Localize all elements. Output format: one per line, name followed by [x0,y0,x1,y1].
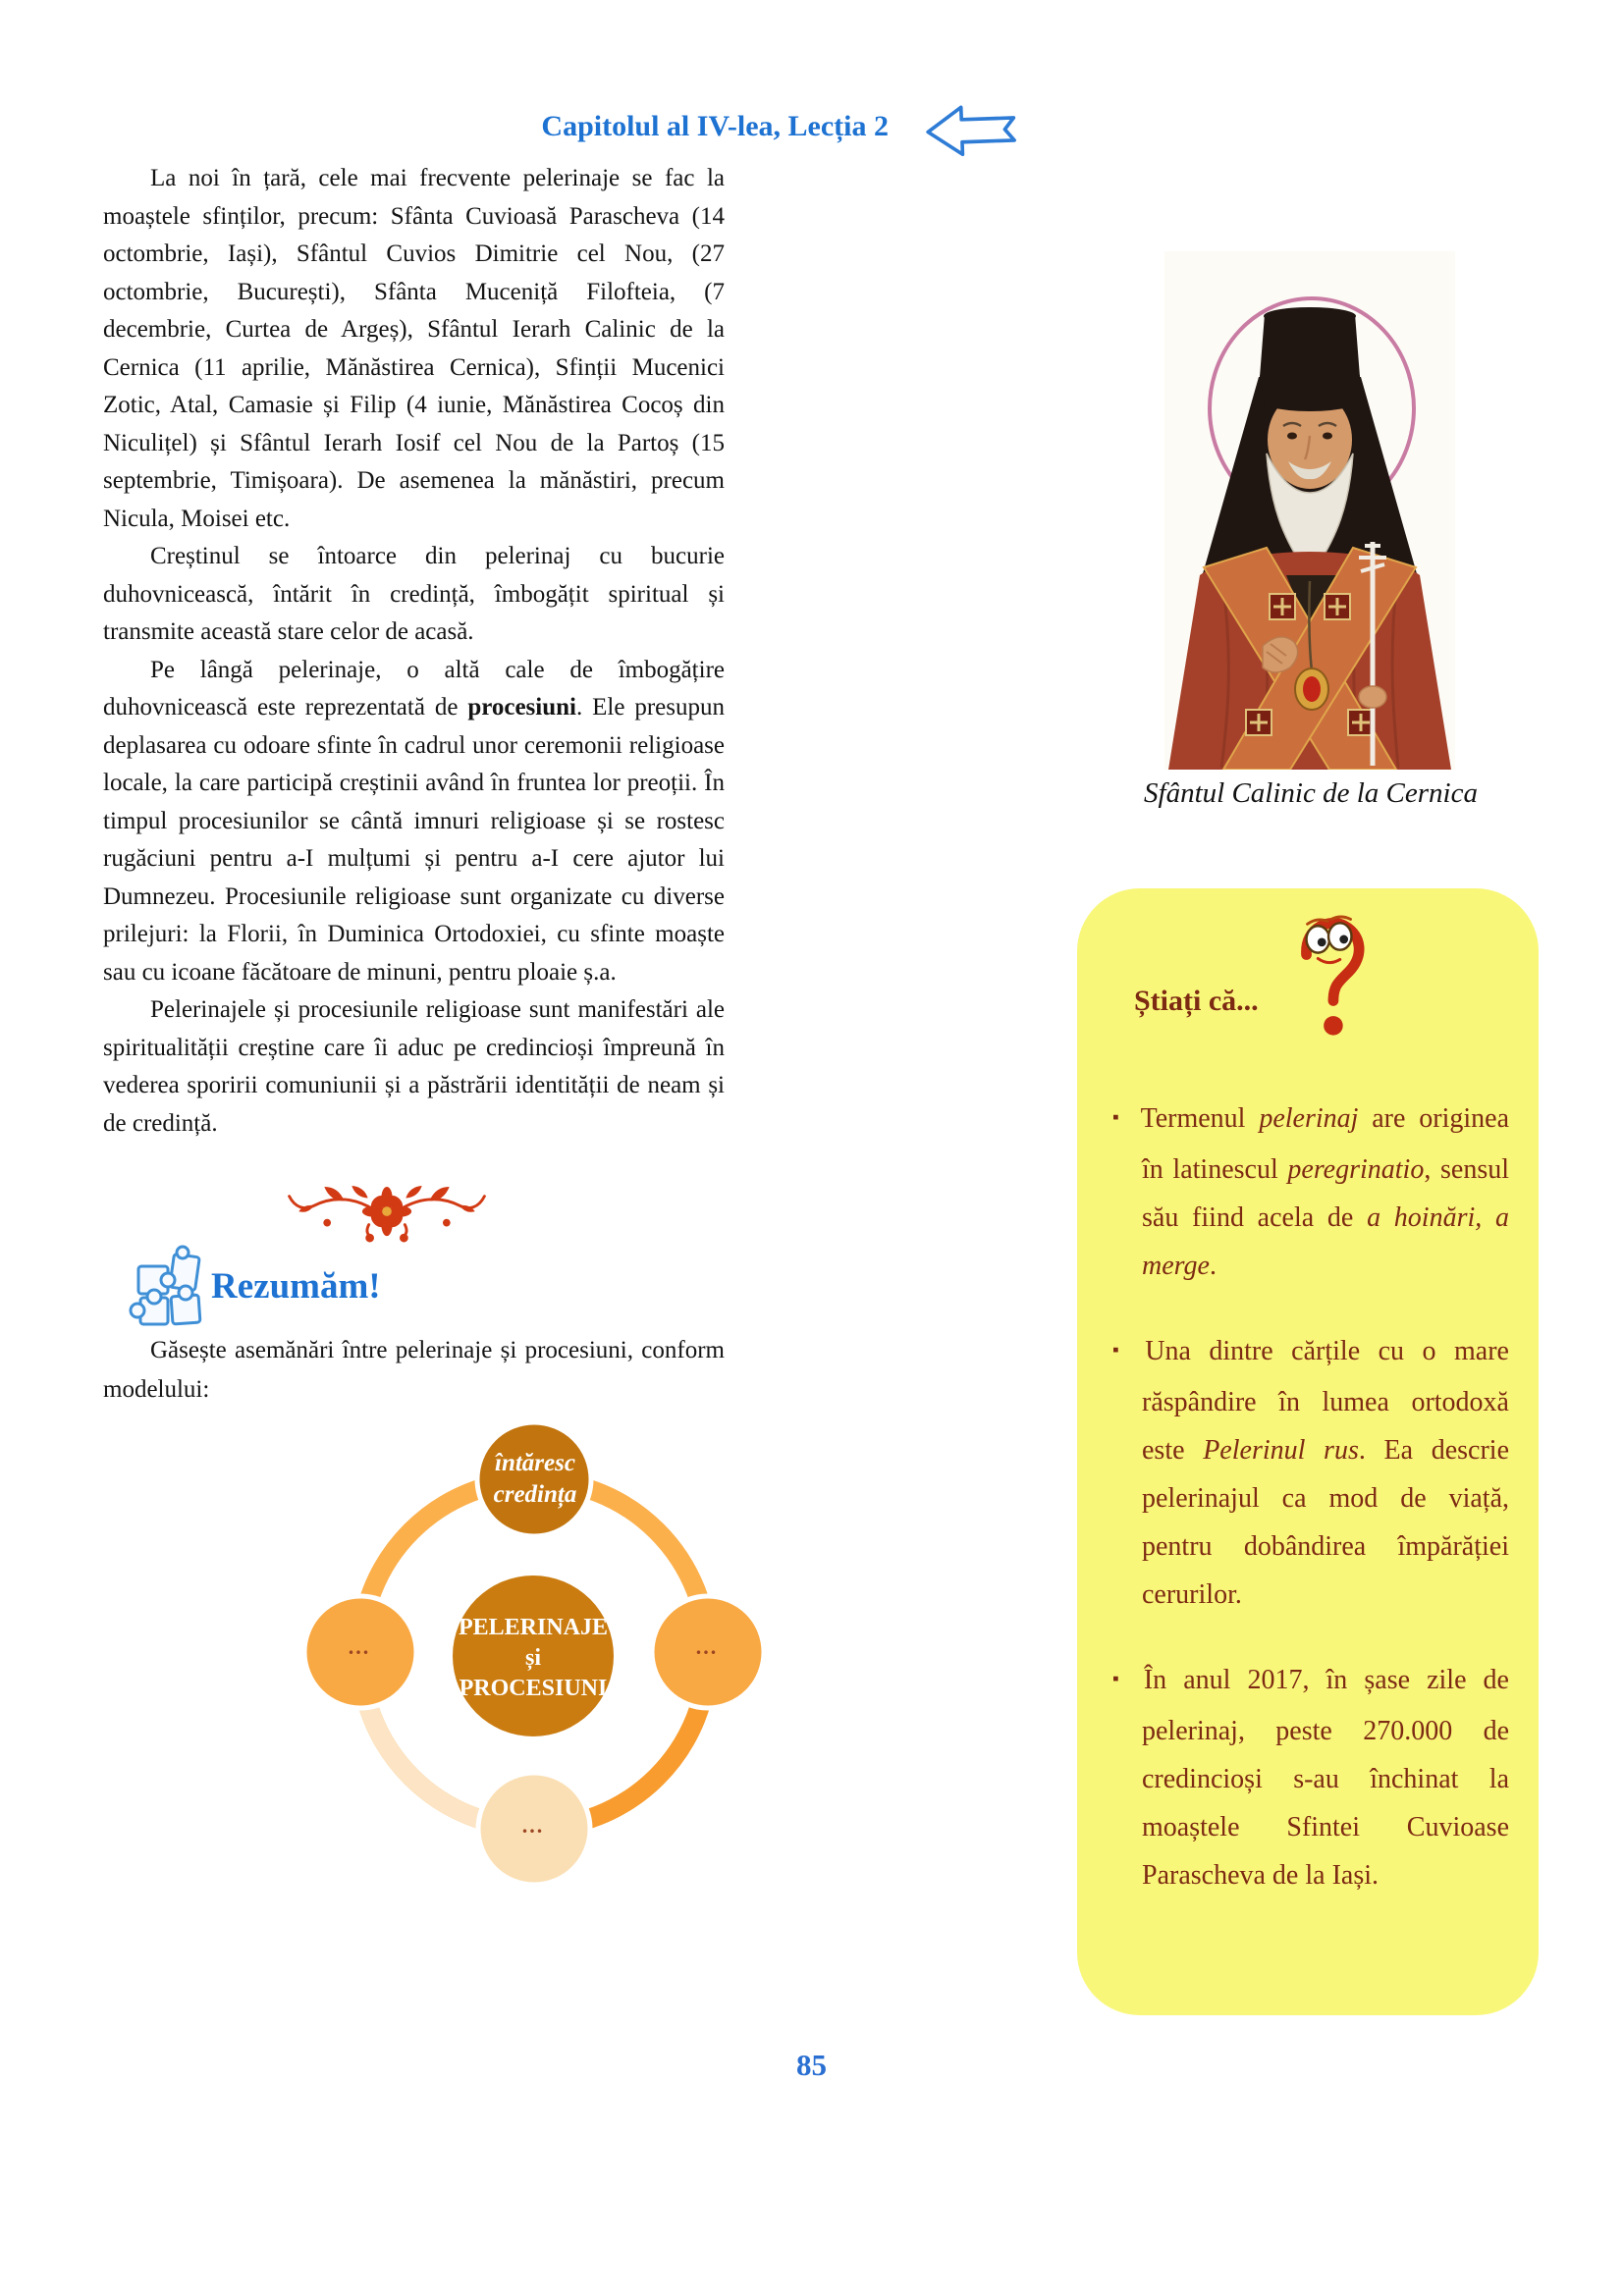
keyword-procesiuni: procesiuni [467,694,576,721]
text-segment: , sensul său fiind acela de [1142,1154,1509,1233]
text-segment: și [524,1645,541,1671]
floral-ornament-icon [278,1181,496,1246]
summary-task: Găsește asemănări între pelerinaje și procesiuni, conform modelului: [103,1337,725,1403]
text-segment: În anul 2017, în șase zile de pelerinaj, peste 270.000 de credincioși s-au închinat la moaștele Sfintei Cuvioase Parascheva de la Iași. [1142,1665,1509,1891]
text-segment-italic: Pelerinul rus [1203,1435,1359,1466]
fact-item-2017 [1112,1656,1509,1899]
figure-caption: Sfântul Calinic de la Cernica [1144,777,1478,809]
text-segment: întăresc [495,1450,575,1476]
bullet-icon: ▪ [1112,1669,1129,1689]
diagram-node-center [445,1613,622,1704]
bullet-icon: ▪ [1112,1107,1126,1128]
klobuk [1260,307,1360,411]
text-segment-italic: pelerinaj [1259,1103,1359,1134]
puzzle-icon [124,1239,206,1331]
bullet-icon: ▪ [1112,1340,1131,1361]
paragraph-pelerinaje: La noi în țară, cele mai frecvente pelerinaje se fac la moaștele sfinților, precum: Sfânta Cuvioasă Parascheva (14 octombrie, Iași), Sfântul Cuvios Dimitrie cel Nou, (27 octombrie, București), Sfânta Muceniță Filofteia, (7 decembrie, Curtea de Argeș), Sfântul Ierarh Calinic de la Cernica (11 aprilie, Mănăstirea Cernica), Sfinții Mucenici Zotic, Atal, Camasie și Filip (4 iunie, Mănăstirea Cocoș din Niculițel) și Sfântul Ierarh Iosif cel Nou de la Partoș (15 septembrie, Timișoara). De asemenea la mănăstiri, precum Nicula, Moisei etc. [103,165,725,532]
fact-item-pelerinul-rus [1112,1327,1509,1619]
text-segment-italic: a hoinări, a merge [1142,1202,1509,1281]
saint-calinic-figure [1164,251,1455,770]
text-segment: Pe lângă pelerinaje, o altă cale de îmbogățire duhovnicească este reprezentată de [103,656,725,721]
chapter-title: Capitolul al IV-lea, Lecția 2 [541,110,889,142]
diagram-node-intaresc-credinta [471,1448,599,1511]
did-you-know-box [1077,888,1539,2015]
text-segment: . Ele presupun deplasarea cu odoare sfinte în cadrul unor ceremonii religioase locale, la care participă creștinii având în fruntea lor preoții. În timpul procesiunilor se cântă imnuri religioase și se rostesc rugăciuni pentru a-I mulțumi și pentru a-I cere ajutor lui Dumnezeu. Procesiunile religioase sunt organizate cu diverse prilejuri: la Florii, în Duminica Ortodoxiei, cu sfinte moaște sau cu icoane făcătoare de minuni, pentru ploaie ș.a. [103,694,725,986]
paragraph-concluzie: Pelerinajele și procesiunile religioase sunt manifestări ale spiritualității creștine care îi aduc pe credincioși împreună în vederea sporirii comuniunii și a păstrării identității de neam și de credință. [103,996,725,1137]
engolpion [1295,668,1328,710]
page-number: 85 [796,2048,827,2082]
paragraph-crestinul: Creștinul se întoarce din pelerinaj cu bucurie duhovnicească, întărit în credință, îmbogățit spiritual și transmite această stare celor de acasă. [103,543,725,645]
summary-heading: Rezumăm! [211,1266,381,1307]
text-segment: Una dintre cărțile cu o mare răspândire în lumea ortodoxă este [1142,1336,1509,1466]
text-segment-italic: peregrinatio [1287,1154,1425,1185]
text-segment: . Ea descrie pelerinajul ca mod de viață, pentru dobândirea împărăției cerurilor. [1142,1435,1509,1610]
text-segment: are originea în latinescul [1142,1103,1509,1185]
fact-item-pelerinaj [1112,1095,1509,1290]
text-segment: PROCESIUNI [459,1676,608,1701]
diagram-node-left-placeholder: ... [348,1634,371,1659]
diagram-node-right-placeholder: ... [695,1634,719,1659]
text-segment: Termenul [1140,1103,1260,1134]
text-segment: . [1209,1251,1217,1281]
paragraph-procesiuni [103,652,725,992]
diagram-node-bottom-placeholder: ... [521,1813,545,1838]
did-you-know-heading: Știați că... [1134,985,1259,1017]
facts-list [1112,1095,1509,1937]
question-mark-icon [1289,908,1372,1047]
back-arrow-icon[interactable] [923,99,1019,163]
text-segment: PELERINAJE [458,1615,609,1640]
saint-calinic-image [1164,251,1455,770]
text-segment: credința [493,1481,577,1508]
cycle-diagram [298,1418,770,1890]
lesson-text [103,160,725,1143]
